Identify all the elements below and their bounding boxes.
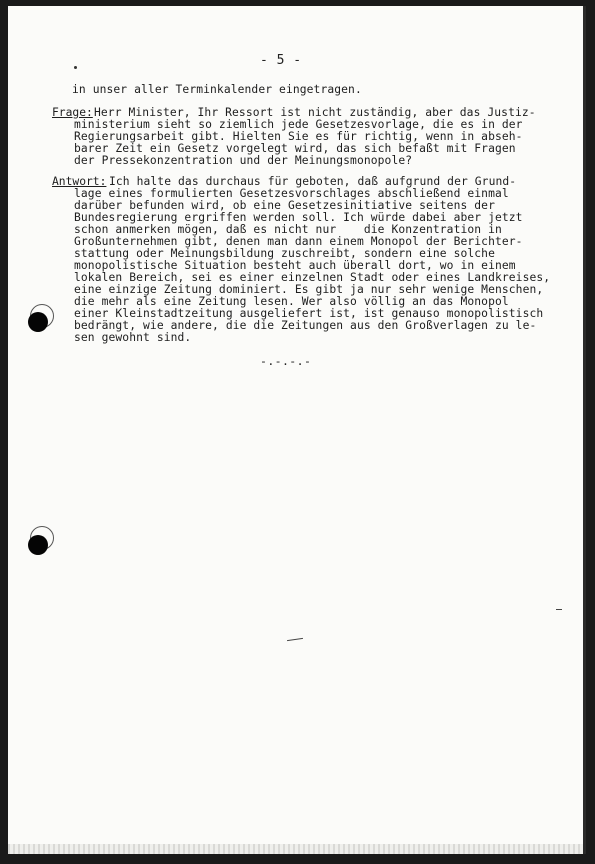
answer-line: lage eines formulierten Gesetzesvorschlages abschließend einmal [74,187,509,200]
question-line: Regierungsarbeit gibt. Hielten Sie es für richtig, wenn in abseh- [74,130,523,143]
question-line: der Pressekonzentration und der Meinungsmonopole? [74,154,413,167]
page-bottom-edge [8,844,583,854]
answer-label: Antwort: [52,175,107,188]
answer-line: monopolistische Situation besteht auch überall dort, wo in einem [74,259,516,272]
stray-mark [74,66,77,69]
answer-line: Ich halte das durchaus für geboten, daß aufgrund der Grund- [109,175,517,188]
answer-line: Großunternehmen gibt, denen man dann einem Monopol der Berichter- [74,235,523,248]
page-number: - 5 - [260,53,302,68]
question-line: Herr Minister, Ihr Ressort ist nicht zuständig, aber das Justiz- [94,106,536,119]
intro-line: in unser aller Terminkalender eingetragen. [72,83,362,96]
punch-hole [28,535,48,555]
document-page [8,6,586,854]
answer-line: Bundesregierung ergriffen werden soll. Ich würde dabei aber jetzt [74,211,523,224]
end-marks: -.-.-.- [260,354,312,368]
question-label: Frage: [52,106,93,119]
answer-line: einer Kleinstadtzeitung ausgeliefert ist, ist genauso monopolistisch [74,307,544,320]
answer-line: lokalen Bereich, sei es einer einzelnen Stadt oder eines Landkreises, [74,271,551,284]
answer-line: eine einzige Zeitung dominiert. Es gibt ja nur sehr wenige Menschen, [74,283,544,296]
scan-speck [287,638,303,641]
answer-line: darüber befunden wird, ob eine Gesetzesinitiative seitens der [74,199,495,212]
answer-line: bedrängt, wie andere, die die Zeitungen aus den Großverlagen zu le- [74,319,537,332]
answer-line: sen gewohnt sind. [74,331,192,344]
answer-line: stattung oder Meinungsbildung zuschreibt, sondern eine solche [74,247,495,260]
question-line: barer Zeit ein Gesetz vorgelegt wird, das sich befaßt mit Fragen [74,142,516,155]
answer-line: schon anmerken mögen, daß es nicht nur die Konzentration in [74,223,502,236]
scan-speck [556,609,562,610]
answer-line: die mehr als eine Zeitung lesen. Wer also völlig an das Monopol [74,295,509,308]
punch-hole [28,312,48,332]
question-line: ministerium sieht so ziemlich jede Gesetzesvorlage, die es in der [74,118,523,131]
